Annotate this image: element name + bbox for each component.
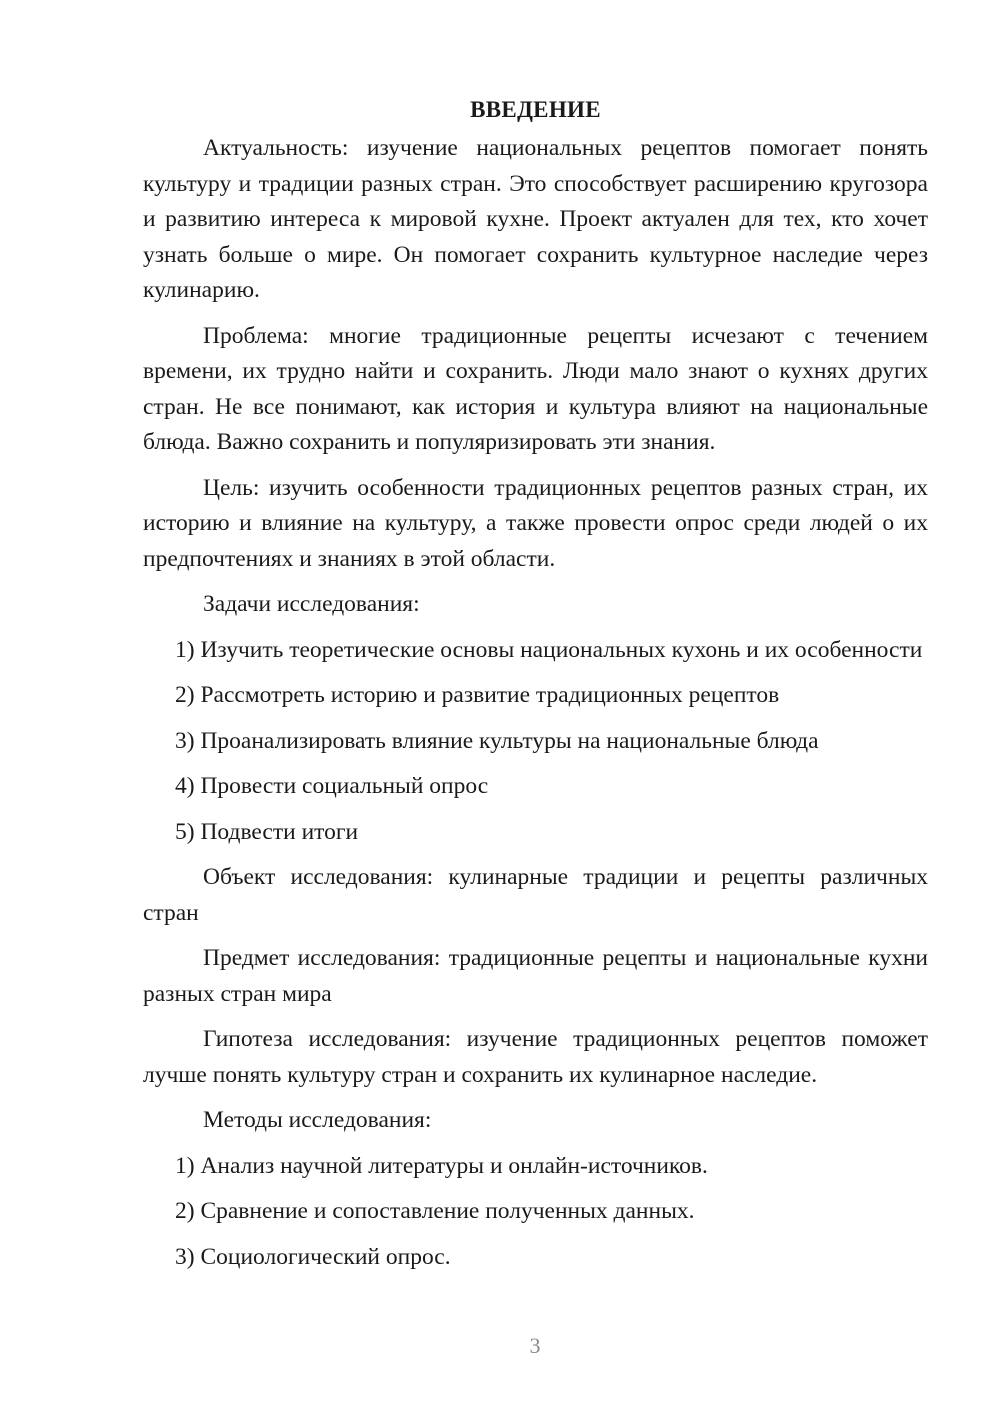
goal-paragraph: Цель: изучить особенности традиционных рецептов разных стран, их историю и влияние на культуру, а также провести опрос среди людей о их предпочтениях и знаниях в этой области. — [143, 474, 928, 572]
task-item-5: 5) Подвести итоги — [175, 818, 359, 845]
method-item-1: 1) Анализ научной литературы и онлайн-источников. — [175, 1152, 708, 1179]
problem-paragraph: Проблема: многие традиционные рецепты исчезают с течением времени, их трудно найти и сохранить. Люди мало знают о кухнях других стран. Не все понимают, как история и культура влияют на национальные блюда. Важно сохранить и популяризировать эти знания. — [143, 322, 928, 455]
task-item-3: 3) Проанализировать влияние культуры на национальные блюда — [175, 727, 819, 754]
page-title: ВВЕДЕНИЕ — [470, 97, 601, 122]
relevance-paragraph: Актуальность: изучение национальных рецептов помогает понять культуру и традиции разных стран. Это способствует расширению кругозора и развитию интереса к мировой кухне. Проект актуален для тех, кто хочет узнать больше о мире. Он помогает сохранить культурное наследие через кулинарию. — [143, 135, 928, 303]
task-item-2: 2) Рассмотреть историю и развитие традиционных рецептов — [175, 682, 780, 708]
task-item-1: 1) Изучить теоретические основы национальных кухонь и их особенности — [175, 636, 923, 663]
tasks-heading: Задачи исследования: — [203, 591, 420, 617]
method-item-3: 3) Социологический опрос. — [175, 1243, 451, 1270]
page-number: 3 — [529, 1333, 541, 1358]
subject-paragraph: Предмет исследования: традиционные рецепты и национальные кухни разных стран мира — [143, 945, 928, 1007]
task-item-4: 4) Провести социальный опрос — [175, 773, 489, 799]
methods-heading: Методы исследования: — [203, 1107, 432, 1133]
hypothesis-paragraph: Гипотеза исследования: изучение традиционных рецептов поможет лучше понять культуру стран и сохранить их кулинарное наследие. — [143, 1026, 928, 1088]
method-item-2: 2) Сравнение и сопоставление полученных данных. — [175, 1198, 695, 1224]
object-paragraph: Объект исследования: кулинарные традиции и рецепты различных стран — [143, 864, 928, 926]
document-page — [143, 92, 928, 1285]
